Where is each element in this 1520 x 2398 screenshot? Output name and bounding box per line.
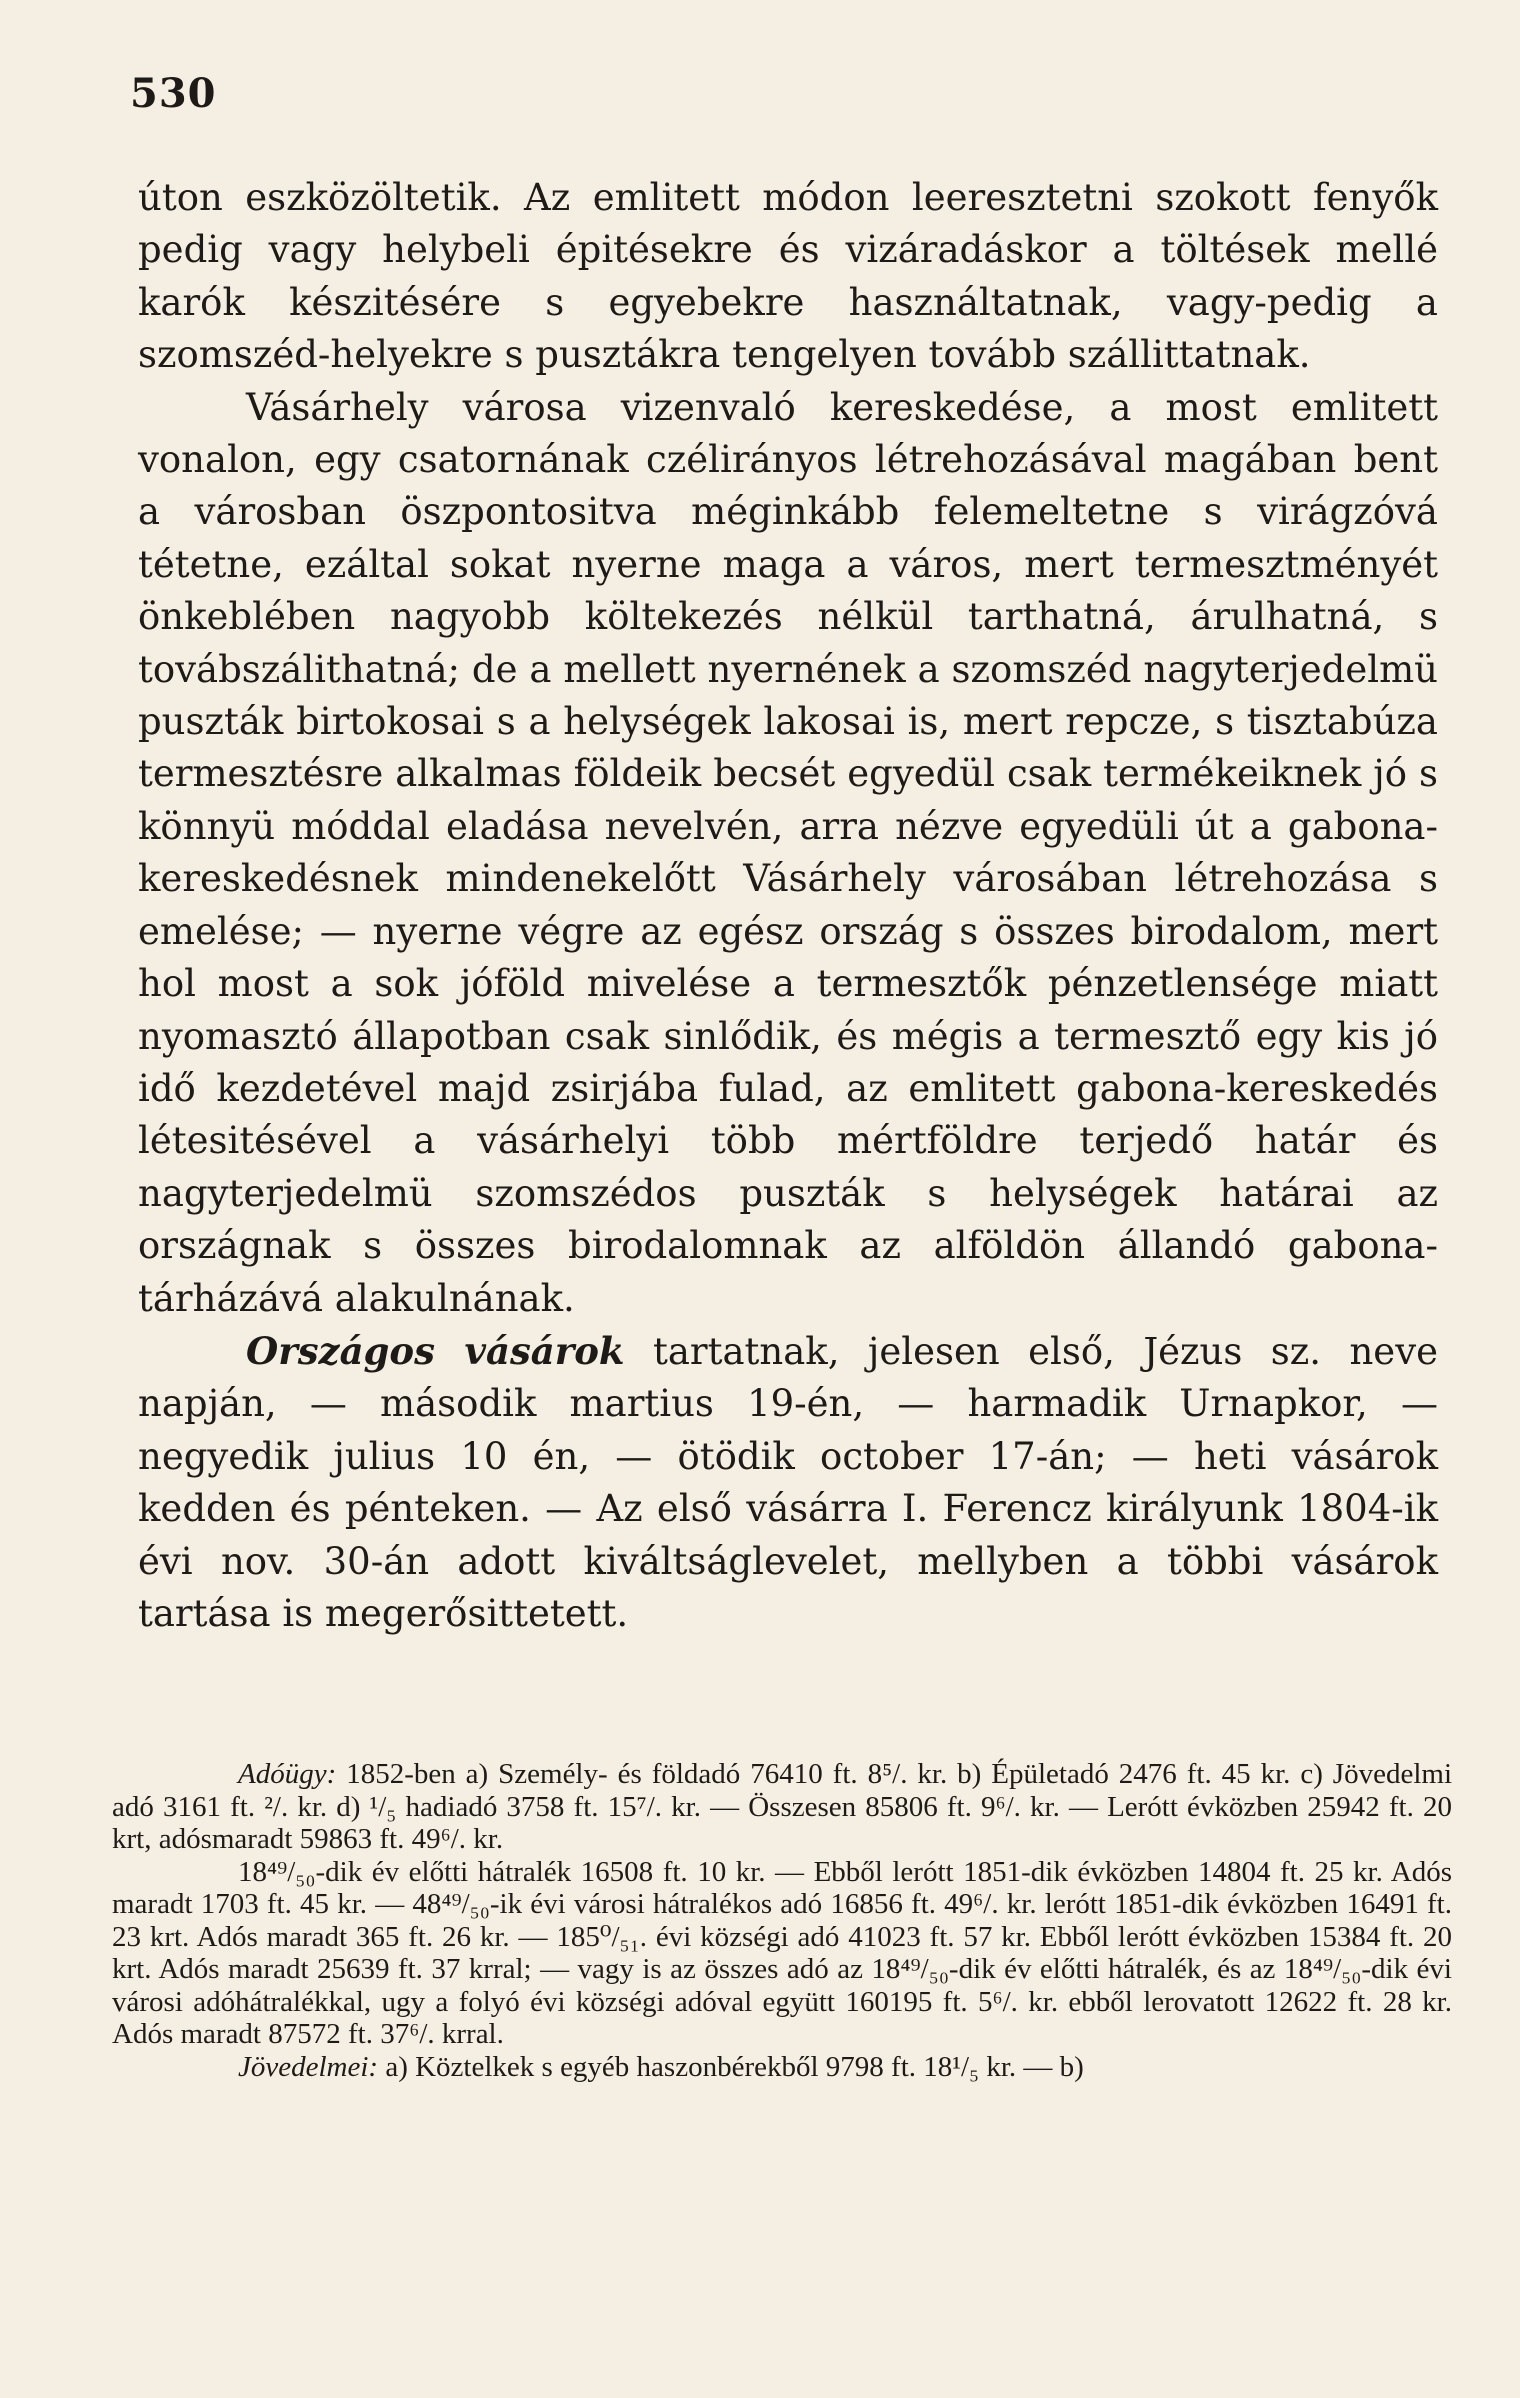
tax-text: 1852-ben a) Személy- és földadó 76410 ft. 8⁵/. kr. b) Épületadó 2476 ft. 45 kr. c) Jövedelmi adó 3161 ft. ²/. kr. d) ¹/₅ hadiadó 3758 ft. 15⁷/. kr. — Összesen 85806 ft. 9⁶/. kr. — Lerótt évközben 25942 ft. 20 krt, adósmaradt 59863 ft. 49⁶/. kr.: [112, 1758, 1452, 1855]
income-note: [112, 2051, 1452, 2084]
paragraph: Vásárhely városa vizenvaló kereskedése, a most emlitett vonalon, egy csatornának czélirányos létrehozásával magában bent a városban öszpontositva méginkább felemeltetne s virágzóvá tétetne, ezáltal sokat nyerne maga a város, mert termesztményét önkeblében nagyobb költekezés nélkül tarthatná, árulhatná, s továbszálithatná; de a mellett nyernének a szomszéd nagyterjedelmü puszták birtokosai s a helységek lakosai is, mert repcze, s tisztabúza termesztésre alkalmas földeik becsét egyedül csak termékeiknek jó s könnyü móddal eladása nevelvén, arra nézve egyedüli út a gabona-kereskedésnek mindenekelőtt Vásárhely városában létrehozása s emelése; — nyerne végre az egész ország s összes birodalom, mert hol most a sok jóföld mivelése a termesztők pénzetlensége miatt nyomasztó állapotban csak sinlődik, és mégis a termesztő egy kis jó idő kezdetével majd zsirjába fulad, az emlitett gabona-kereskedés létesitésével a vásárhelyi több mértföldre terjedő határ és nagyterjedelmü szomszédos puszták s helységek határai az országnak s összes birodalomnak az alföldön állandó gabona-tárházává alakulnának.: [138, 385, 1438, 1320]
income-text: a) Köztelkek s egyéb haszonbérekből 9798 ft. 18¹/₅ kr. — b): [378, 2050, 1084, 2083]
income-label: Jövedelmei:: [238, 2050, 379, 2083]
fairs-paragraph: [138, 1325, 1438, 1640]
fairs-text: tartatnak, jelesen első, Jézus sz. neve napján, — második martius 19-én, — harmadik Urnapkor, — negyedik julius 10 én, — ötödik october 17-án; — heti vásárok kedden és pénteken. — Az első vásárra I. Ferencz királyunk 1804-ik évi nov. 30-án adott kiváltságlevelet, mellyben a többi vásárok tartása is megerősittetett.: [138, 1329, 1438, 1635]
footnotes: [112, 1758, 1452, 2083]
fairs-label: Országos vásárok: [246, 1328, 625, 1373]
page-number: 530: [130, 70, 217, 117]
paragraph: úton eszközöltetik. Az emlitett módon leeresztetni szokott fenyők pedig vagy helybeli épitésekre és vizáradáskor a töltések mellé karók készitésére s egyebekre használtatnak, vagy-pedig a szomszéd-helyekre s pusztákra tengelyen tovább szállittatnak.: [138, 176, 1438, 377]
main-text: [138, 172, 1438, 1640]
tax-label: Adóügy:: [238, 1758, 337, 1790]
tax-note: [112, 1758, 1452, 1856]
arrears-note: 18⁴⁹/₅₀-dik év előtti hátralék 16508 ft. 10 kr. — Ebből lerótt 1851-dik évközben 14804 ft. 25 kr. Adós maradt 1703 ft. 45 kr. — 48⁴⁹/₅₀-ik évi városi hátralékos adó 16856 ft. 49⁶/. kr. lerótt 1851-dik évközben 16491 ft. 23 krt. Adós maradt 365 ft. 26 kr. — 185⁰/₅₁. évi községi adó 41023 ft. 57 kr. Ebből lerótt évközben 15384 ft. 20 krt. Adós maradt 25639 ft. 37 krral; — vagy is az összes adó az 18⁴⁹/₅₀-dik év előtti hátralék, és az 18⁴⁹/₅₀-dik évi városi adóhátralékkal, ugy a folyó évi községi adóval együtt 160195 ft. 5⁶/. kr. ebből lerovatott 12622 ft. 28 kr. Adós maradt 87572 ft. 37⁶/. krral.: [112, 1855, 1452, 2050]
